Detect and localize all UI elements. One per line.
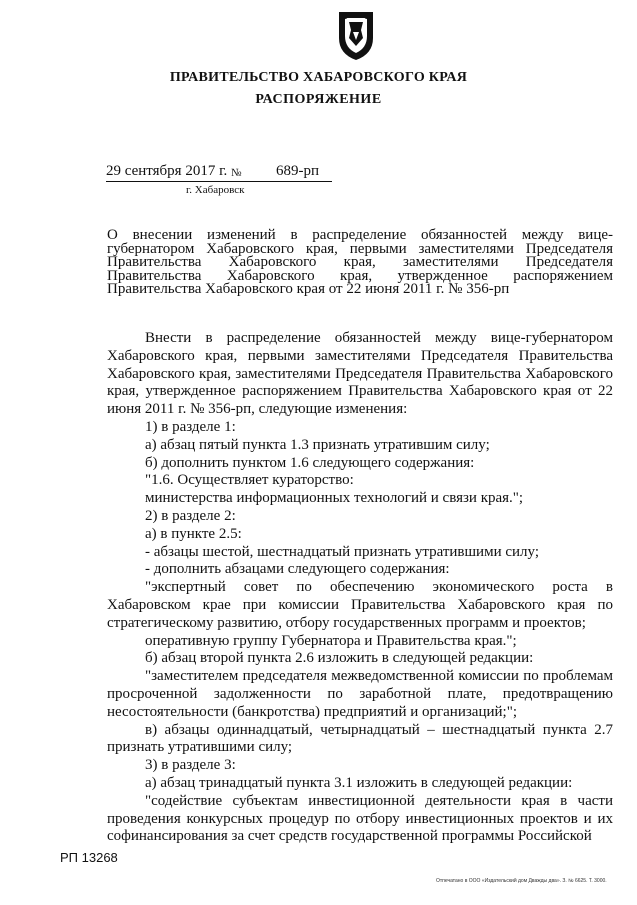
body-paragraph: - абзацы шестой, шестнадцатый признать утратившими силу; xyxy=(145,543,539,560)
body-paragraph: а) абзац тринадцатый пункта 3.1 изложить в следующей редакции: xyxy=(145,774,573,791)
body-paragraph: а) абзац пятый пункта 1.3 признать утратившим силу; xyxy=(145,436,490,453)
document-city: г. Хабаровск xyxy=(186,184,245,196)
document-body xyxy=(107,330,613,846)
body-paragraph: "заместителем председателя межведомственной комиссии по проблемам просроченной задолженности по заработной плате, предотвращению несостоятельности (банкротства) предприятий и организаций;"; xyxy=(107,668,613,720)
date-underline xyxy=(106,181,332,182)
body-paragraph: б) дополнить пунктом 1.6 следующего содержания: xyxy=(145,454,475,471)
body-paragraph: а) в пункте 2.5: xyxy=(145,525,242,542)
document-code: РП 13268 xyxy=(60,850,118,865)
printer-note: Отпечатано в ООО «Издательский дом Дважды два». З. № 6625. Т. 3000. xyxy=(436,878,607,884)
body-paragraph: - дополнить абзацами следующего содержания: xyxy=(145,561,450,578)
document-subject: О внесении изменений в распределение обязанностей между вице-губернатором Хабаровского края, первыми заместителями Председателя Правительства Хабаровского края, заместителями Председателя Правительства Хабаровского края, утвержденное распоряжением Правительства Хабаровского края от 22 июня 2011 г. № 356-рп xyxy=(107,227,613,297)
body-paragraph: 2) в разделе 2: xyxy=(145,507,236,524)
body-paragraph: Внести в распределение обязанностей между вице-губернатором Хабаровского края, первыми заместителями Председателя Правительства Хабаровского края, заместителями Председателя Правительства Хабаровского края, утвержденное распоряжением Правительства Хабаровского края от 22 июня 2011 г. № 356-рп, следующие изменения: xyxy=(107,330,613,418)
body-paragraph: в) абзацы одиннадцатый, четырнадцатый – шестнадцатый пункта 2.7 признать утратившими силу; xyxy=(107,721,613,756)
body-paragraph: министерства информационных технологий и связи края."; xyxy=(145,490,524,507)
body-paragraph: 1) в разделе 1: xyxy=(145,418,236,435)
number-label: № xyxy=(231,167,242,179)
government-title: ПРАВИТЕЛЬСТВО ХАБАРОВСКОГО КРАЯ xyxy=(169,70,468,85)
document-date: 29 сентября 2017 г. xyxy=(106,163,228,179)
body-paragraph: оперативную группу Губернатора и Правительства края."; xyxy=(145,632,517,649)
body-paragraph: "1.6. Осуществляет кураторство: xyxy=(145,472,354,489)
body-paragraph: "содействие субъектам инвестиционной деятельности края в части проведения конкурсных процедур по отбору инвестиционных проектов и их софинансирования за счет средств государственной программы Российской xyxy=(107,792,613,845)
body-paragraph: б) абзац второй пункта 2.6 изложить в следующей редакции: xyxy=(145,650,534,667)
document-type: РАСПОРЯЖЕНИЕ xyxy=(255,92,382,107)
document-number: 689-рп xyxy=(276,163,320,179)
coat-of-arms-emblem xyxy=(333,8,379,62)
body-paragraph: "экспертный совет по обеспечению экономического роста в Хабаровском крае при комиссии Правительства Хабаровского края по стратегическому развитию, отбору государственных программ и проектов; xyxy=(107,579,613,631)
body-paragraph: 3) в разделе 3: xyxy=(145,757,236,774)
